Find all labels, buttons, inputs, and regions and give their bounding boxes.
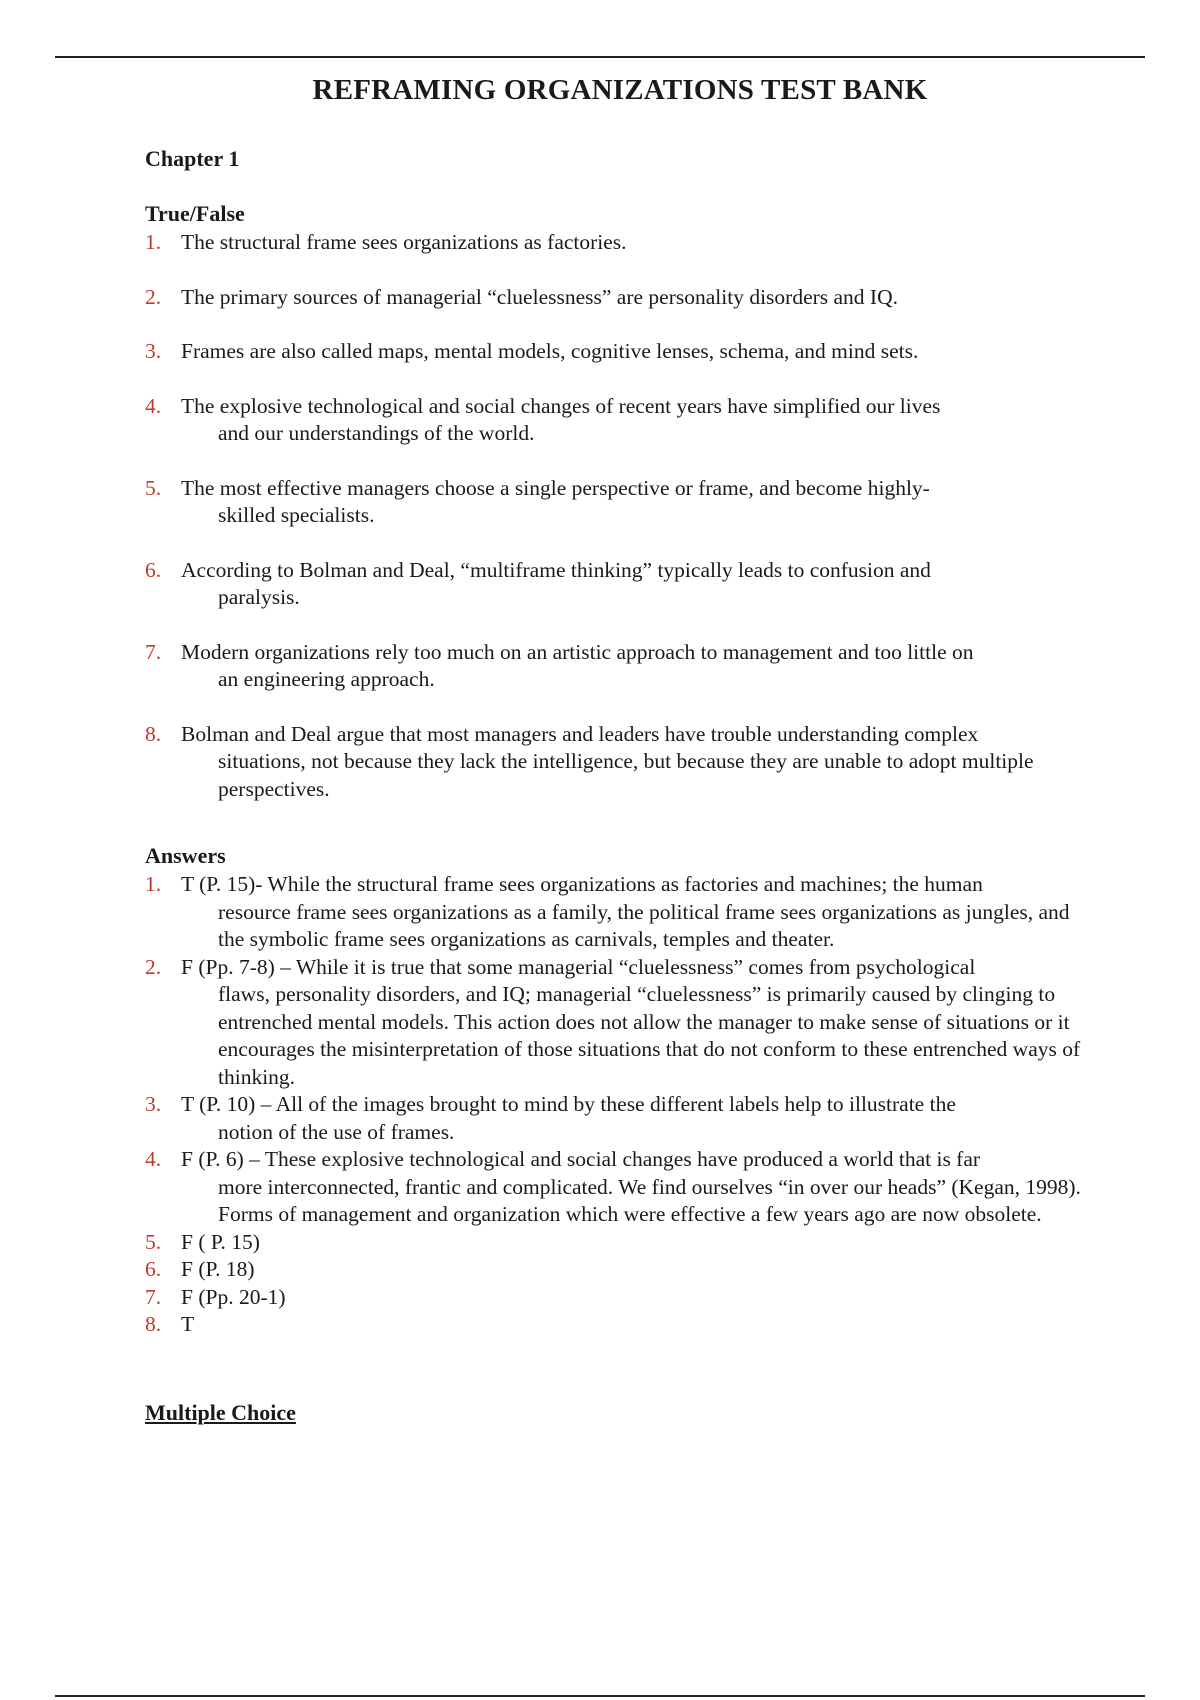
question-number: 2. [145,284,162,309]
question-item [145,229,1095,257]
question-number: 1. [145,230,162,254]
question-item [145,338,1095,366]
answer-number: 5. [145,1229,162,1254]
answer-text: F (P. 6) – These explosive technological and social changes have produced a world that is far [181,1147,981,1171]
question-number: 7. [145,639,162,664]
answer-number: 3. [145,1092,162,1116]
question-text: According to Bolman and Deal, “multiframe thinking” typically leads to confusion and [181,557,931,582]
answer-item [145,1256,1095,1284]
question-text: Modern organizations rely too much on an artistic approach to management and too little on [181,639,974,664]
question-number: 8. [145,721,162,746]
question-item [145,475,1095,530]
question-text: Bolman and Deal argue that most managers and leaders have trouble understanding complex [181,721,979,746]
answer-text: T (P. 10) – All of the images brought to mind by these different labels help to illustrate the [181,1092,956,1116]
question-number: 6. [145,557,162,582]
answer-text: F (P. 18) [181,1257,255,1281]
answer-number: 2. [145,954,162,979]
question-item [145,557,1095,612]
answers-section [145,843,1095,1339]
answer-text-continued: notion of the use of frames. [218,1119,455,1144]
answer-text: F (Pp. 7-8) – While it is true that some managerial “cluelessness” comes from psychological [181,954,976,979]
question-text-continued: and our understandings of the world. [218,421,535,445]
answer-item [145,1229,1095,1257]
question-item [145,284,1095,312]
answer-item [145,1091,1095,1146]
question-text: Frames are also called maps, mental models, cognitive lenses, schema, and mind sets. [181,339,919,363]
question-text: The most effective managers choose a single perspective or frame, and become highly- [181,475,930,500]
answers-list [145,871,1095,1339]
true-false-heading: True/False [145,201,245,226]
answers-heading: Answers [145,843,226,868]
question-item [145,721,1095,804]
question-text-continued: an engineering approach. [218,667,435,691]
answer-number: 7. [145,1284,162,1309]
answer-text: F (Pp. 20-1) [181,1284,286,1309]
question-text-continued: situations, not because they lack the intelligence, but because they are unable to adopt multiple perspectives. [218,749,1034,801]
answer-text-continued: resource frame sees organizations as a family, the political frame sees organizations as jungles, and the symbolic frame sees organizations as carnivals, temples and theater. [218,899,1070,951]
question-text: The explosive technological and social changes of recent years have simplified our lives [181,393,941,418]
question-number: 5. [145,475,162,500]
answer-item [145,1146,1095,1229]
answer-number: 1. [145,872,162,896]
bottom-rule [55,1695,1145,1697]
question-item [145,393,1095,448]
answer-item [145,1311,1095,1339]
top-rule [55,56,1145,58]
answer-text-continued: more interconnected, frantic and complicated. We find ourselves “in over our heads” (Kegan, 1998). Forms of management and organization which were effective a few years ago are now obsolete. [218,1174,1081,1226]
question-text-continued: skilled specialists. [218,503,375,527]
answer-number: 6. [145,1257,162,1281]
answer-number: 8. [145,1312,162,1336]
question-number: 3. [145,339,162,363]
question-number: 4. [145,393,162,418]
answer-text: F ( P. 15) [181,1229,260,1254]
answer-item [145,871,1095,954]
answer-item [145,954,1095,1092]
document-title: REFRAMING ORGANIZATIONS TEST BANK [312,74,928,106]
true-false-section [145,201,1095,830]
answer-text: T (P. 15)- While the structural frame sees organizations as factories and machines; the human [181,872,983,896]
answer-number: 4. [145,1147,162,1171]
true-false-list [145,229,1095,803]
question-text-continued: paralysis. [218,585,300,609]
question-text: The structural frame sees organizations as factories. [181,230,627,254]
multiple-choice-heading: Multiple Choice [145,1400,296,1425]
answer-text: T [181,1312,195,1336]
answer-text-continued: flaws, personality disorders, and IQ; managerial “cluelessness” is primarily caused by clinging to entrenched mental models. This action does not allow the manager to make sense of situations or it encourages the misinterpretation of those situations that do not conform to these entrenched ways of thinking. [218,982,1081,1089]
chapter-heading: Chapter 1 [145,146,240,171]
question-text: The primary sources of managerial “cluelessness” are personality disorders and IQ. [181,284,898,309]
answer-item [145,1284,1095,1312]
question-item [145,639,1095,694]
